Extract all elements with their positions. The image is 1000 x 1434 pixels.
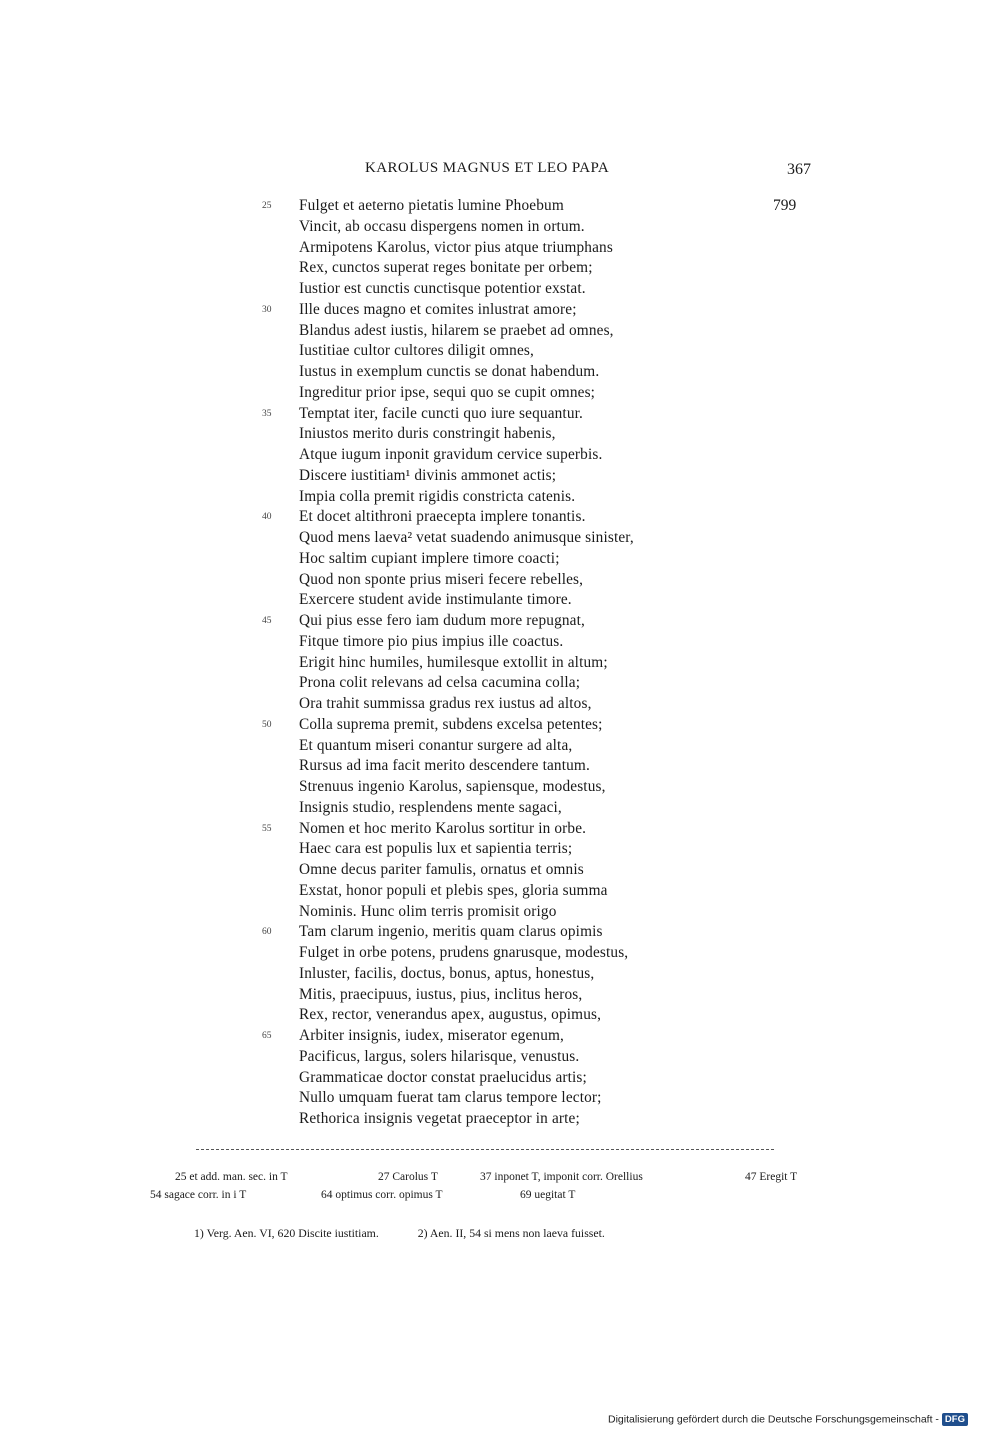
poem-line <box>0 238 1000 259</box>
line-text: Nullo umquam fuerat tam clarus tempore lector; <box>299 1089 602 1107</box>
poem-line <box>0 528 1000 549</box>
line-text: Ille duces magno et comites inlustrat amore; <box>299 300 577 318</box>
line-text: Iustus in exemplum cunctis se donat habendum. <box>299 363 600 380</box>
poem-line <box>0 279 1000 300</box>
footnote-2: 2) Aen. II, 54 si mens non laeva fuisset. <box>417 1226 605 1240</box>
line-text: Nomen et hoc merito Karolus sortitur in orbe. <box>299 819 587 837</box>
poem-line <box>0 424 1000 445</box>
line-text: Iustitiae cultor cultores diligit omnes, <box>299 342 534 360</box>
poem-line <box>0 383 1000 404</box>
poem-line <box>0 943 1000 964</box>
poem-line <box>0 445 1000 466</box>
line-number: 35 <box>262 408 272 419</box>
line-text: Et docet altithroni praecepta implere tonantis. <box>299 508 586 526</box>
poem-line <box>0 860 1000 881</box>
poem-line <box>0 922 1000 943</box>
funding-text: Digitalisierung gefördert durch die Deutsche Forschungsgemeinschaft - <box>608 1413 939 1426</box>
line-text: Iustior est cunctis cunctisque potentior exstat. <box>299 280 586 297</box>
poem-line <box>0 902 1000 923</box>
poem-line <box>0 1109 1000 1130</box>
line-text: Mitis, praecipuus, iustus, pius, inclitus heros, <box>299 985 583 1003</box>
line-text: Vincit, ab occasu dispergens nomen in ortum. <box>299 217 585 235</box>
dfg-logo: DFG <box>942 1413 968 1426</box>
poem-line <box>0 362 1000 383</box>
line-number: 50 <box>262 719 272 730</box>
poem-body <box>0 196 1000 1130</box>
line-text: Insignis studio, resplendens mente sagaci, <box>299 798 562 816</box>
line-text: Strenuus ingenio Karolus, sapiensque, modestus, <box>299 778 606 795</box>
line-text: Armipotens Karolus, victor pius atque triumphans <box>299 238 613 256</box>
line-text: Rursus ad ima facit merito descendere tantum. <box>299 757 590 775</box>
line-text: Quod mens laeva² vetat suadendo animusque sinister, <box>299 529 634 546</box>
poem-line <box>0 798 1000 819</box>
poem-line <box>0 217 1000 238</box>
poem-line <box>0 881 1000 902</box>
line-text: Fulget in orbe potens, prudens gnarusque, modestus, <box>299 944 629 961</box>
poem-line <box>0 321 1000 342</box>
line-number: 60 <box>262 927 272 938</box>
line-text: Prona colit relevans ad celsa cacumina colla; <box>299 674 581 692</box>
poem-line <box>0 1026 1000 1047</box>
line-text: Iniustos merito duris constringit habenis, <box>299 425 556 443</box>
line-text: Ingreditur prior ipse, sequi quo se cupit omnes; <box>299 383 596 401</box>
poem-line <box>0 487 1000 508</box>
poem-line <box>0 839 1000 860</box>
apparatus-divider <box>196 1149 774 1150</box>
line-text: Nominis. Hunc olim terris promisit origo <box>299 902 557 920</box>
poem-line <box>0 570 1000 591</box>
line-number: 55 <box>262 823 272 834</box>
line-number: 40 <box>262 512 272 523</box>
poem-line <box>0 985 1000 1006</box>
line-text: Blandus adest iustis, hilarem se praebet ad omnes, <box>299 321 614 339</box>
line-text: Omne decus pariter famulis, ornatus et omnis <box>299 861 584 878</box>
poem-line <box>0 196 1000 217</box>
line-text: Exstat, honor populi et plebis spes, gloria summa <box>299 881 608 899</box>
margin-year: 799 <box>773 197 797 214</box>
line-number: 45 <box>262 616 272 626</box>
line-text: Et quantum miseri conantur surgere ad alta, <box>299 736 573 754</box>
line-text: Grammaticae doctor constat praelucidus artis; <box>299 1068 587 1086</box>
apparatus-entry: 64 optimus corr. opimus T <box>321 1189 443 1201</box>
line-text: Rethorica insignis vegetat praeceptor in arte; <box>299 1110 580 1127</box>
funding-notice <box>608 1413 968 1426</box>
running-title: KAROLUS MAGNUS ET LEO PAPA <box>365 160 610 176</box>
line-text: Qui pius esse fero iam dudum more repugnat, <box>299 612 585 629</box>
poem-line <box>0 404 1000 425</box>
line-text: Haec cara est populis lux et sapientia terris; <box>299 840 573 858</box>
poem-line <box>0 1068 1000 1089</box>
line-text: Fitque timore pio pius impius ille coactus. <box>299 632 564 650</box>
line-text: Hoc saltim cupiant implere timore coacti; <box>299 549 560 567</box>
line-text: Tam clarum ingenio, meritis quam clarus opimis <box>299 923 603 941</box>
poem-line <box>0 694 1000 715</box>
poem-line <box>0 632 1000 653</box>
line-text: Fulget et aeterno pietatis lumine Phoebum <box>299 197 564 214</box>
poem-line <box>0 549 1000 570</box>
page-number: 367 <box>787 161 811 178</box>
poem-line <box>0 777 1000 798</box>
poem-line <box>0 611 1000 632</box>
poem-line <box>0 1005 1000 1026</box>
poem-line <box>0 507 1000 528</box>
poem-line <box>0 653 1000 674</box>
poem-line <box>0 341 1000 362</box>
line-number: 65 <box>262 1031 272 1041</box>
line-text: Atque iugum inponit gravidum cervice superbis. <box>299 446 603 463</box>
poem-line <box>0 1047 1000 1068</box>
poem-line <box>0 819 1000 840</box>
line-text: Arbiter insignis, iudex, miserator egenum, <box>299 1027 565 1044</box>
line-text: Impia colla premit rigidis constricta catenis. <box>299 487 576 505</box>
apparatus-entry: 69 uegitat T <box>520 1189 576 1201</box>
apparatus-entry: 25 et add. man. sec. in T <box>175 1171 288 1183</box>
line-text: Rex, cunctos superat reges bonitate per orbem; <box>299 259 593 277</box>
line-text: Rex, rector, venerandus apex, augustus, opimus, <box>299 1006 602 1024</box>
poem-line <box>0 673 1000 694</box>
apparatus-entry: 37 inponet T, imponit corr. Orellius <box>480 1171 643 1183</box>
line-number: 30 <box>262 304 272 315</box>
line-text: Colla suprema premit, subdens excelsa petentes; <box>299 715 603 733</box>
poem-line <box>0 715 1000 736</box>
line-text: Exercere student avide instimulante timore. <box>299 591 572 609</box>
poem-line <box>0 1088 1000 1109</box>
poem-line <box>0 466 1000 487</box>
apparatus-entry: 47 Eregit T <box>745 1171 798 1183</box>
footnotes <box>194 1226 605 1241</box>
line-text: Inluster, facilis, doctus, bonus, aptus, honestus, <box>299 964 595 982</box>
poem-line <box>0 300 1000 321</box>
footnote-1: 1) Verg. Aen. VI, 620 Discite iustitiam. <box>194 1226 379 1240</box>
apparatus-entry: 27 Carolus T <box>378 1171 438 1183</box>
line-text: Quod non sponte prius miseri fecere rebelles, <box>299 570 584 588</box>
line-number: 25 <box>262 201 272 211</box>
line-text: Pacificus, largus, solers hilarisque, venustus. <box>299 1047 580 1065</box>
line-text: Temptat iter, facile cuncti quo iure sequantur. <box>299 404 584 422</box>
line-text: Erigit hinc humiles, humilesque extollit in altum; <box>299 653 608 671</box>
poem-line <box>0 590 1000 611</box>
line-text: Discere iustitiam¹ divinis ammonet actis; <box>299 466 557 484</box>
apparatus-entry: 54 sagace corr. in i T <box>150 1189 247 1201</box>
line-text: Ora trahit summissa gradus rex iustus ad altos, <box>299 695 592 712</box>
poem-line <box>0 736 1000 757</box>
poem-line <box>0 964 1000 985</box>
poem-line <box>0 756 1000 777</box>
poem-line <box>0 258 1000 279</box>
